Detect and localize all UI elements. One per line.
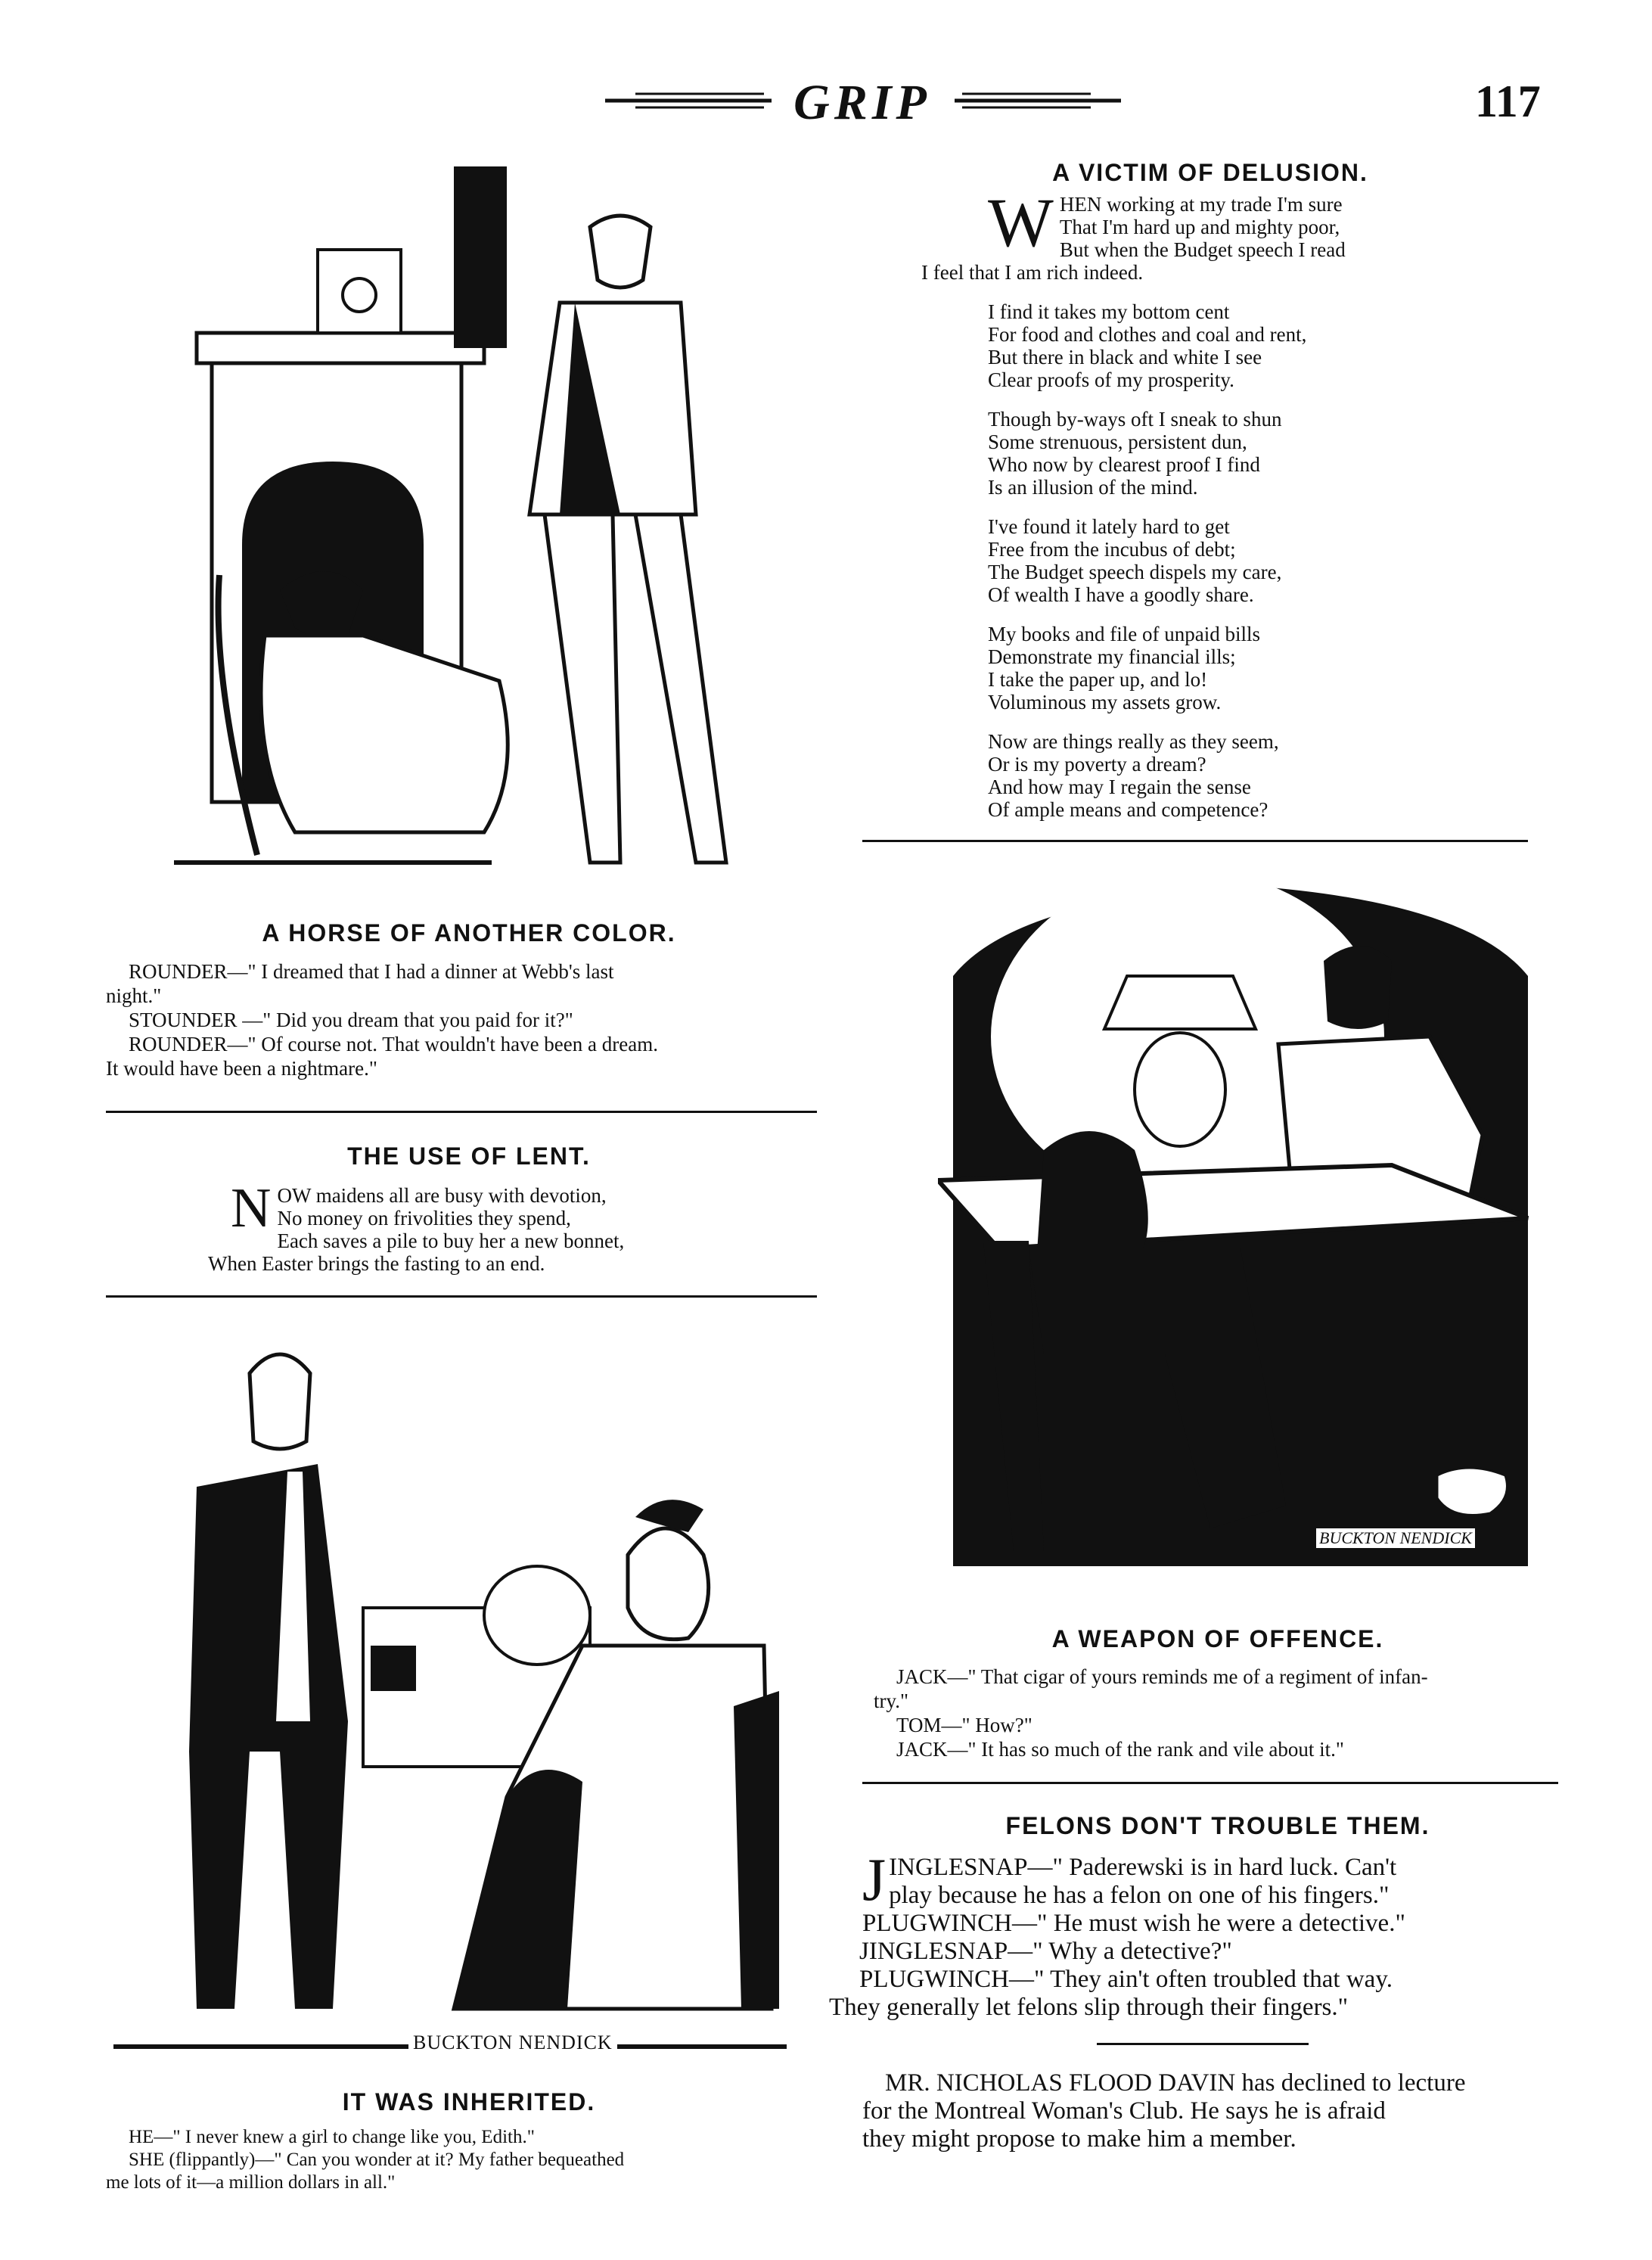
poem-line: Is an illusion of the mind. xyxy=(988,476,1198,499)
poem-line: Voluminous my assets grow. xyxy=(988,691,1222,713)
victim-poem xyxy=(921,184,1472,838)
inherited-line: me lots of it—a million dollars in all." xyxy=(106,2172,396,2193)
illustration-card-table xyxy=(938,885,1543,1574)
victim-heading: A VICTIM OF DELUSION. xyxy=(1052,159,1368,186)
victim-dropcap: W xyxy=(988,184,1054,261)
divider-rule-short xyxy=(1097,2043,1309,2045)
inherited-heading: IT WAS INHERITED. xyxy=(342,2088,596,2115)
drawing-room-signature: BUCKTON NENDICK xyxy=(408,2032,617,2054)
poem-line: My books and file of unpaid bills xyxy=(988,623,1260,645)
poem-line: Though by-ways oft I sneak to shun xyxy=(988,408,1282,431)
poem-line: I've found it lately hard to get xyxy=(988,515,1230,538)
weapon-line: TOM—" How?" xyxy=(896,1714,1032,1736)
felons-line: play because he has a felon on one of his fingers." xyxy=(889,1882,1390,1909)
inherited-line: SHE (flippantly)—" Can you wonder at it? My father bequeathed xyxy=(129,2150,625,2170)
weapon-dialogue xyxy=(874,1665,1577,1761)
victim-stanza-6 xyxy=(988,730,1472,821)
inherited-line: HE—" I never knew a girl to change like you, Edith." xyxy=(129,2127,535,2147)
lent-line: When Easter brings the fasting to an end. xyxy=(208,1252,545,1275)
horse-line: night." xyxy=(106,984,162,1007)
felons-line: PLUGWINCH—" They ain't often troubled that way. xyxy=(859,1966,1393,1993)
divider-rule xyxy=(862,1782,1558,1784)
masthead xyxy=(0,45,1652,129)
masthead-title: GRIP xyxy=(793,75,931,130)
victim-stanza-2 xyxy=(988,300,1472,391)
davin-paragraph xyxy=(862,2069,1573,2153)
horse-line: STOUNDER —" Did you dream that you paid for it?" xyxy=(129,1009,573,1031)
weapon-line: try." xyxy=(874,1690,909,1712)
poem-line: Or is my poverty a dream? xyxy=(988,753,1206,776)
inherited-dialogue xyxy=(91,2126,817,2194)
poem-line: But when the Budget speech I read xyxy=(1059,238,1346,261)
poem-line: But there in black and white I see xyxy=(988,346,1262,368)
poem-line: I take the paper up, and lo! xyxy=(988,668,1208,691)
masthead-left-ornament xyxy=(605,89,772,112)
poem-line: Some strenuous, persistent dun, xyxy=(988,431,1247,453)
felons-line: JINGLESNAP—" Why a detective?" xyxy=(859,1938,1232,1965)
lent-line: OW maidens all are busy with devotion, xyxy=(277,1184,607,1207)
felons-dropcap: J xyxy=(862,1847,887,1913)
illustration-drawing-room xyxy=(113,1328,787,2069)
poem-line: I find it takes my bottom cent xyxy=(988,300,1230,323)
victim-stanza-5 xyxy=(988,623,1472,713)
horse-line: ROUNDER—" I dreamed that I had a dinner at Webb's last xyxy=(129,960,614,983)
felons-dialogue xyxy=(829,1847,1573,2022)
victim-stanza-3 xyxy=(988,408,1472,499)
lent-dropcap: N xyxy=(231,1177,272,1239)
masthead-right-ornament xyxy=(955,89,1121,112)
lent-poem xyxy=(208,1177,775,1275)
poem-line: I feel that I am rich indeed. xyxy=(921,261,1144,284)
poem-line: Demonstrate my financial ills; xyxy=(988,645,1236,668)
divider-rule xyxy=(106,1111,817,1113)
poem-line: Clear proofs of my prosperity. xyxy=(988,368,1234,391)
card-table-signature: BUCKTON NENDICK xyxy=(1316,1528,1475,1548)
poem-line: Who now by clearest proof I find xyxy=(988,453,1260,476)
lent-line: No money on frivolities they spend, xyxy=(277,1207,571,1229)
davin-line: they might propose to make him a member. xyxy=(862,2125,1296,2153)
lent-heading: THE USE OF LENT. xyxy=(347,1142,591,1170)
divider-rule xyxy=(862,840,1528,842)
horse-line: It would have been a nightmare." xyxy=(106,1057,377,1080)
horse-dialogue xyxy=(106,959,832,1080)
felons-heading: FELONS DON'T TROUBLE THEM. xyxy=(1005,1812,1430,1839)
davin-line: MR. NICHOLAS FLOOD DAVIN has declined to lecture xyxy=(885,2069,1466,2097)
poem-line: For food and clothes and coal and rent, xyxy=(988,323,1307,346)
poem-line: The Budget speech dispels my care, xyxy=(988,561,1282,583)
illustration-fireplace xyxy=(166,151,772,916)
felons-line: INGLESNAP—" Paderewski is in hard luck. Can't xyxy=(889,1854,1397,1881)
poem-line: Of wealth I have a goodly share. xyxy=(988,583,1254,606)
poem-line: Now are things really as they seem, xyxy=(988,730,1279,753)
felons-line: They generally let felons slip through their fingers." xyxy=(829,1994,1349,2021)
weapon-line: JACK—" It has so much of the rank and vile about it." xyxy=(896,1738,1344,1761)
victim-stanza-1 xyxy=(921,184,1472,284)
davin-line: for the Montreal Woman's Club. He says he is afraid xyxy=(862,2097,1386,2125)
felons-line: PLUGWINCH—" He must wish he were a detective." xyxy=(862,1910,1405,1937)
poem-line: HEN working at my trade I'm sure xyxy=(1059,193,1343,216)
horse-line: ROUNDER—" Of course not. That wouldn't have been a dream. xyxy=(129,1033,658,1055)
poem-line: Of ample means and competence? xyxy=(988,798,1268,821)
victim-stanza-4 xyxy=(988,515,1472,606)
poem-line: Free from the incubus of debt; xyxy=(988,538,1236,561)
lent-line: Each saves a pile to buy her a new bonnet, xyxy=(277,1229,625,1252)
poem-line: That I'm hard up and mighty poor, xyxy=(1059,216,1340,238)
weapon-heading: A WEAPON OF OFFENCE. xyxy=(1051,1625,1384,1652)
poem-line: And how may I regain the sense xyxy=(988,776,1251,798)
horse-heading: A HORSE OF ANOTHER COLOR. xyxy=(262,919,676,947)
divider-rule xyxy=(106,1295,817,1298)
page-number: 117 xyxy=(1475,76,1541,126)
weapon-line: JACK—" That cigar of yours reminds me of a regiment of infan- xyxy=(896,1665,1428,1688)
